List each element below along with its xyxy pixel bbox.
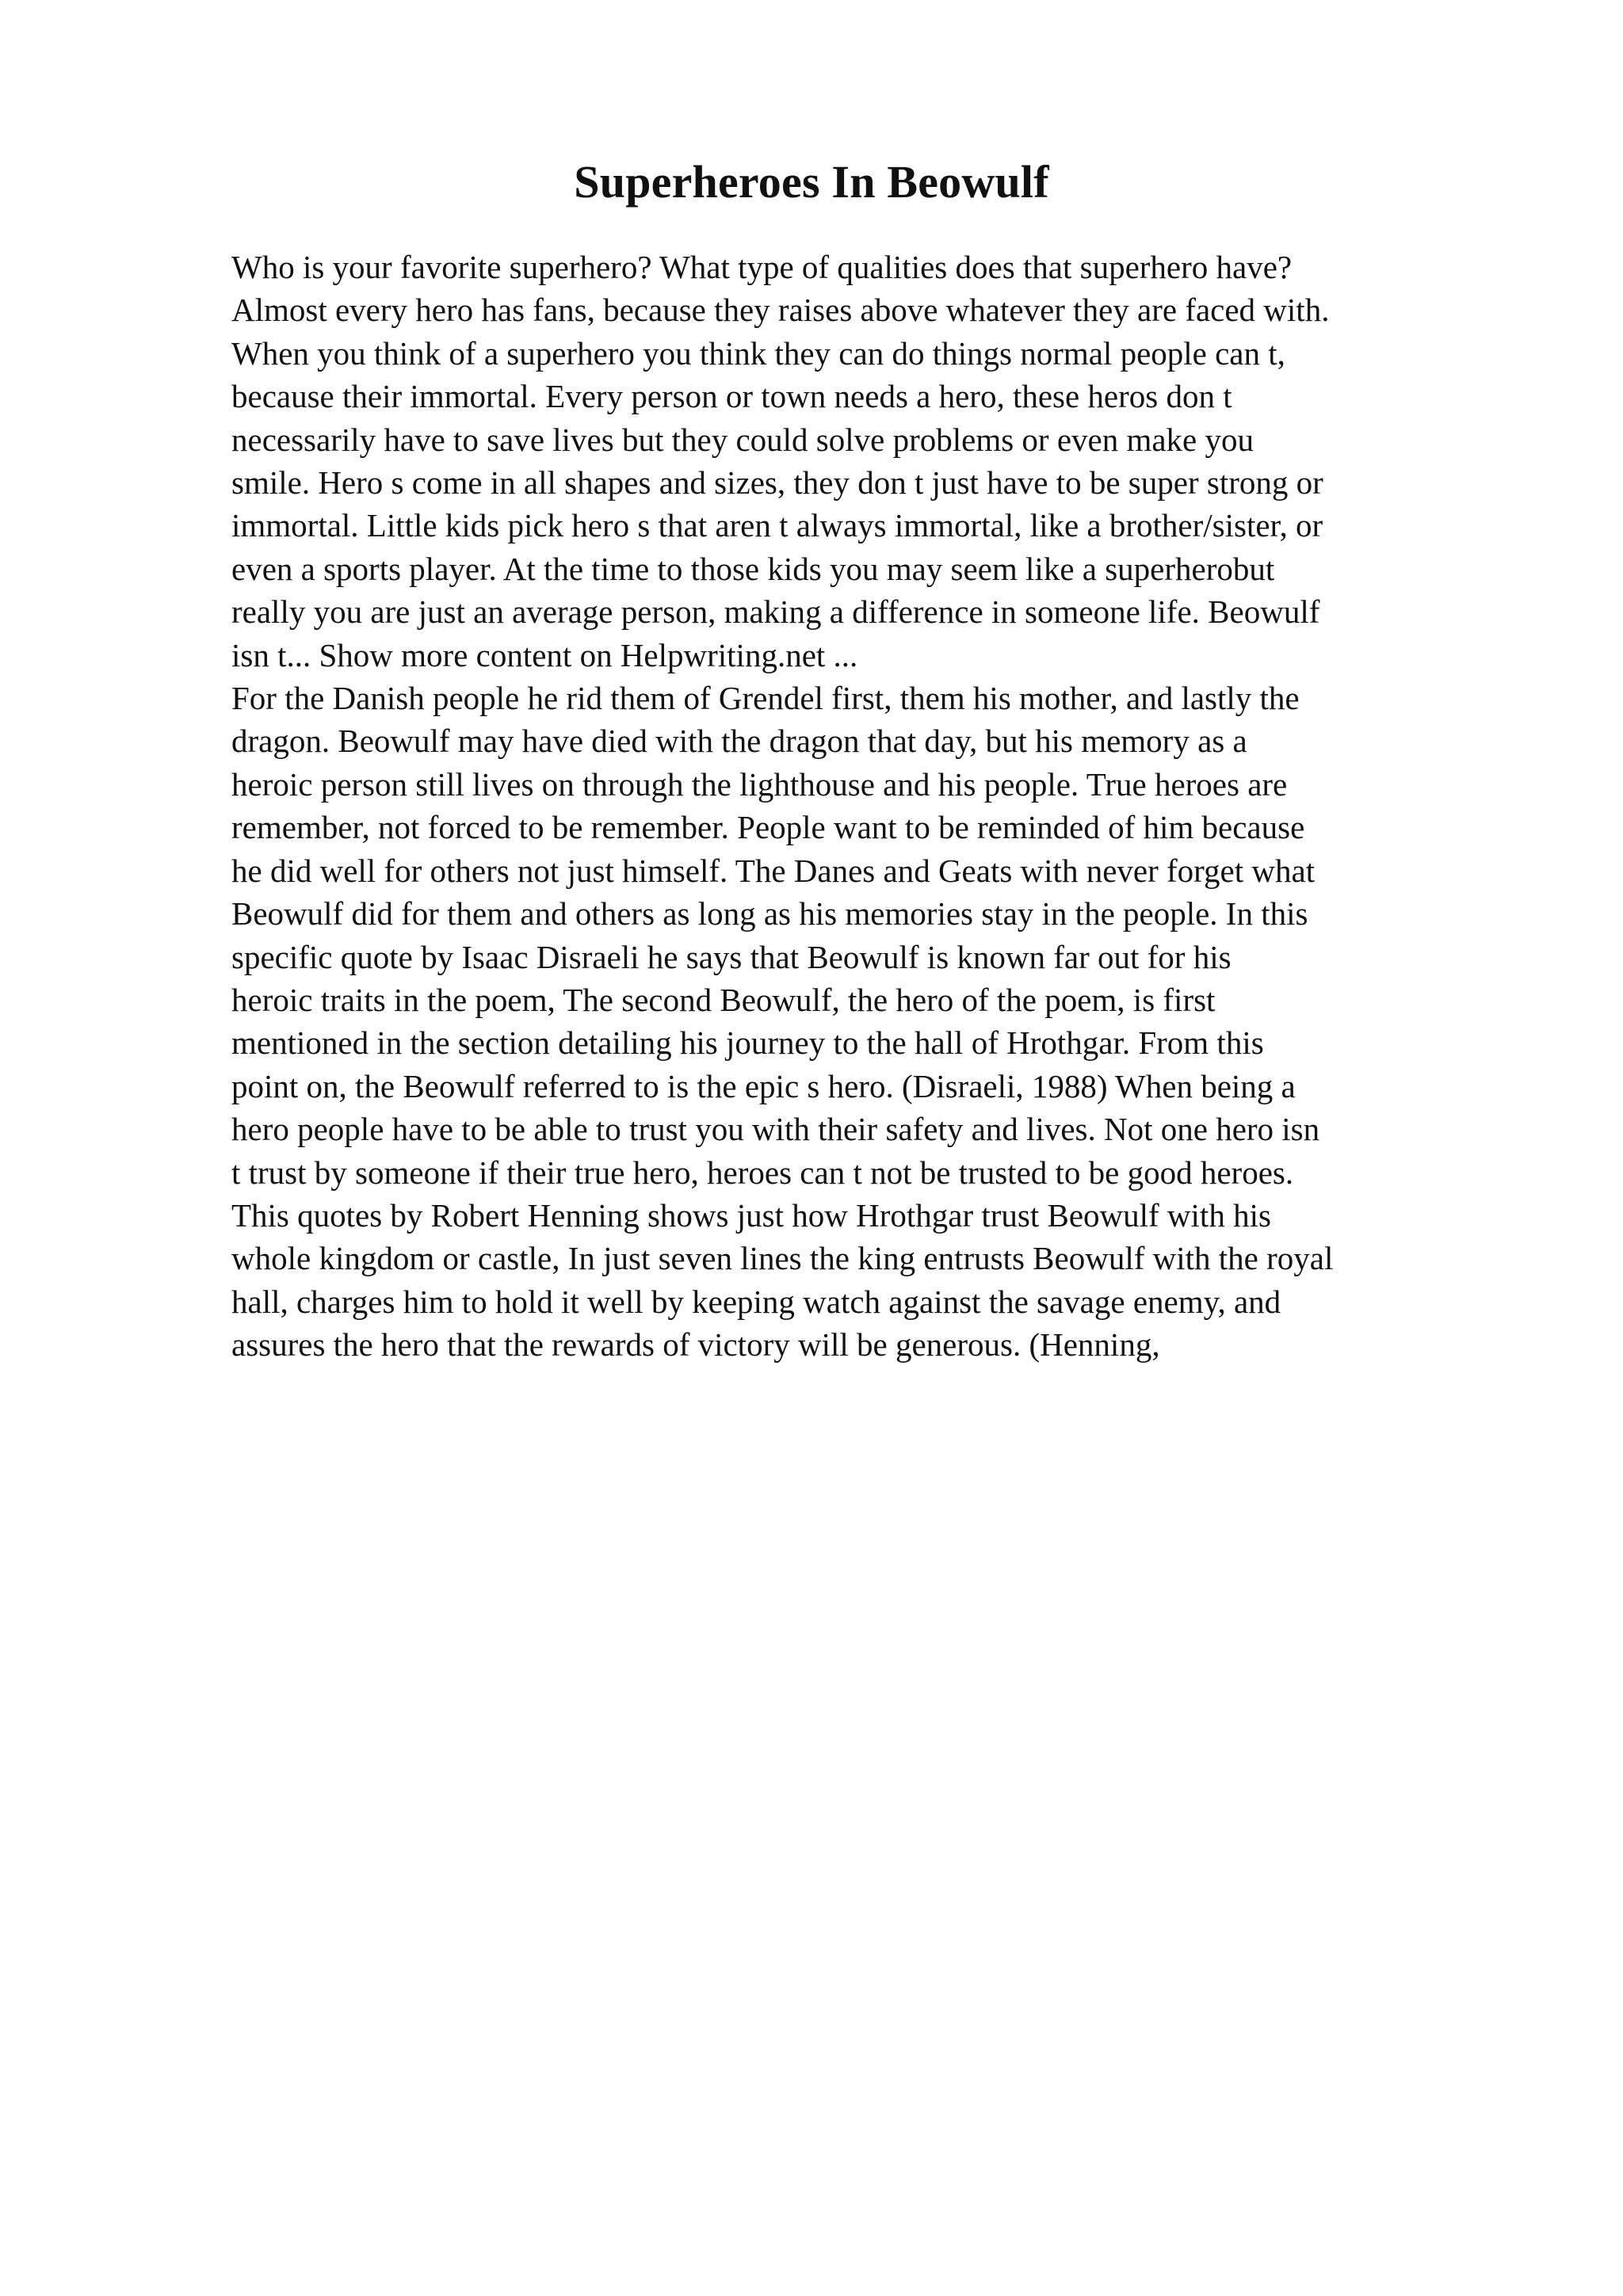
text-line: specific quote by Isaac Disraeli he says that Beowulf is known far out for his — [231, 938, 1232, 975]
text-line: mentioned in the section detailing his journey to the hall of Hrothgar. From this — [231, 1024, 1264, 1062]
text-line: really you are just an average person, making a difference in someone life. Beowulf — [231, 593, 1320, 631]
text-line: immortal. Little kids pick hero s that aren t always immortal, like a brother/sister, or — [231, 507, 1323, 544]
text-line: point on, the Beowulf referred to is the epic s hero. (Disraeli, 1988) When being a — [231, 1067, 1296, 1104]
text-line: heroic traits in the poem, The second Beowulf, the hero of the poem, is first — [231, 981, 1216, 1018]
text-line: For the Danish people he rid them of Grendel first, them his mother, and lastly the — [231, 680, 1300, 717]
text-line: t trust by someone if their true hero, heroes can t not be trusted to be good heroes. — [231, 1154, 1294, 1191]
text-line: assures the hero that the rewards of victory will be generous. (Henning, — [231, 1326, 1160, 1363]
text-line: remember, not forced to be remember. People want to be reminded of him because — [231, 809, 1305, 846]
text-line: he did well for others not just himself. The Danes and Geats with never forget what — [231, 852, 1316, 889]
text-line: Who is your favorite superhero? What type of qualities does that superhero have? — [231, 249, 1293, 285]
text-line: whole kingdom or castle, In just seven lines the king entrusts Beowulf with the royal — [231, 1240, 1334, 1277]
text-line: When you think of a superhero you think they can do things normal people can t, — [231, 334, 1285, 372]
document-body — [231, 246, 1499, 1367]
text-line: because their immortal. Every person or town needs a hero, these heros don t — [231, 378, 1232, 415]
text-line: even a sports player. At the time to those kids you may seem like a superherobut — [231, 550, 1275, 587]
text-line: dragon. Beowulf may have died with the dragon that day, but his memory as a — [231, 723, 1247, 760]
text-line: Beowulf did for them and others as long as his memories stay in the people. In this — [231, 895, 1308, 933]
document-title: Superheroes In Beowulf — [574, 156, 1049, 208]
show-more-line: isn t... Show more content on Helpwriting.net ... — [231, 636, 858, 673]
text-line: hero people have to be able to trust you with their safety and lives. Not one hero isn — [231, 1111, 1320, 1148]
text-line: necessarily have to save lives but they could solve problems or even make you — [231, 421, 1254, 458]
text-line: smile. Hero s come in all shapes and sizes, they don t just have to be super strong or — [231, 464, 1323, 502]
text-line: This quotes by Robert Henning shows just how Hrothgar trust Beowulf with his — [231, 1196, 1271, 1234]
text-line: Almost every hero has fans, because they raises above whatever they are faced with. — [231, 292, 1330, 329]
text-line: hall, charges him to hold it well by keeping watch against the savage enemy, and — [231, 1283, 1281, 1320]
text-line: heroic person still lives on through the lighthouse and his people. True heroes are — [231, 765, 1288, 803]
